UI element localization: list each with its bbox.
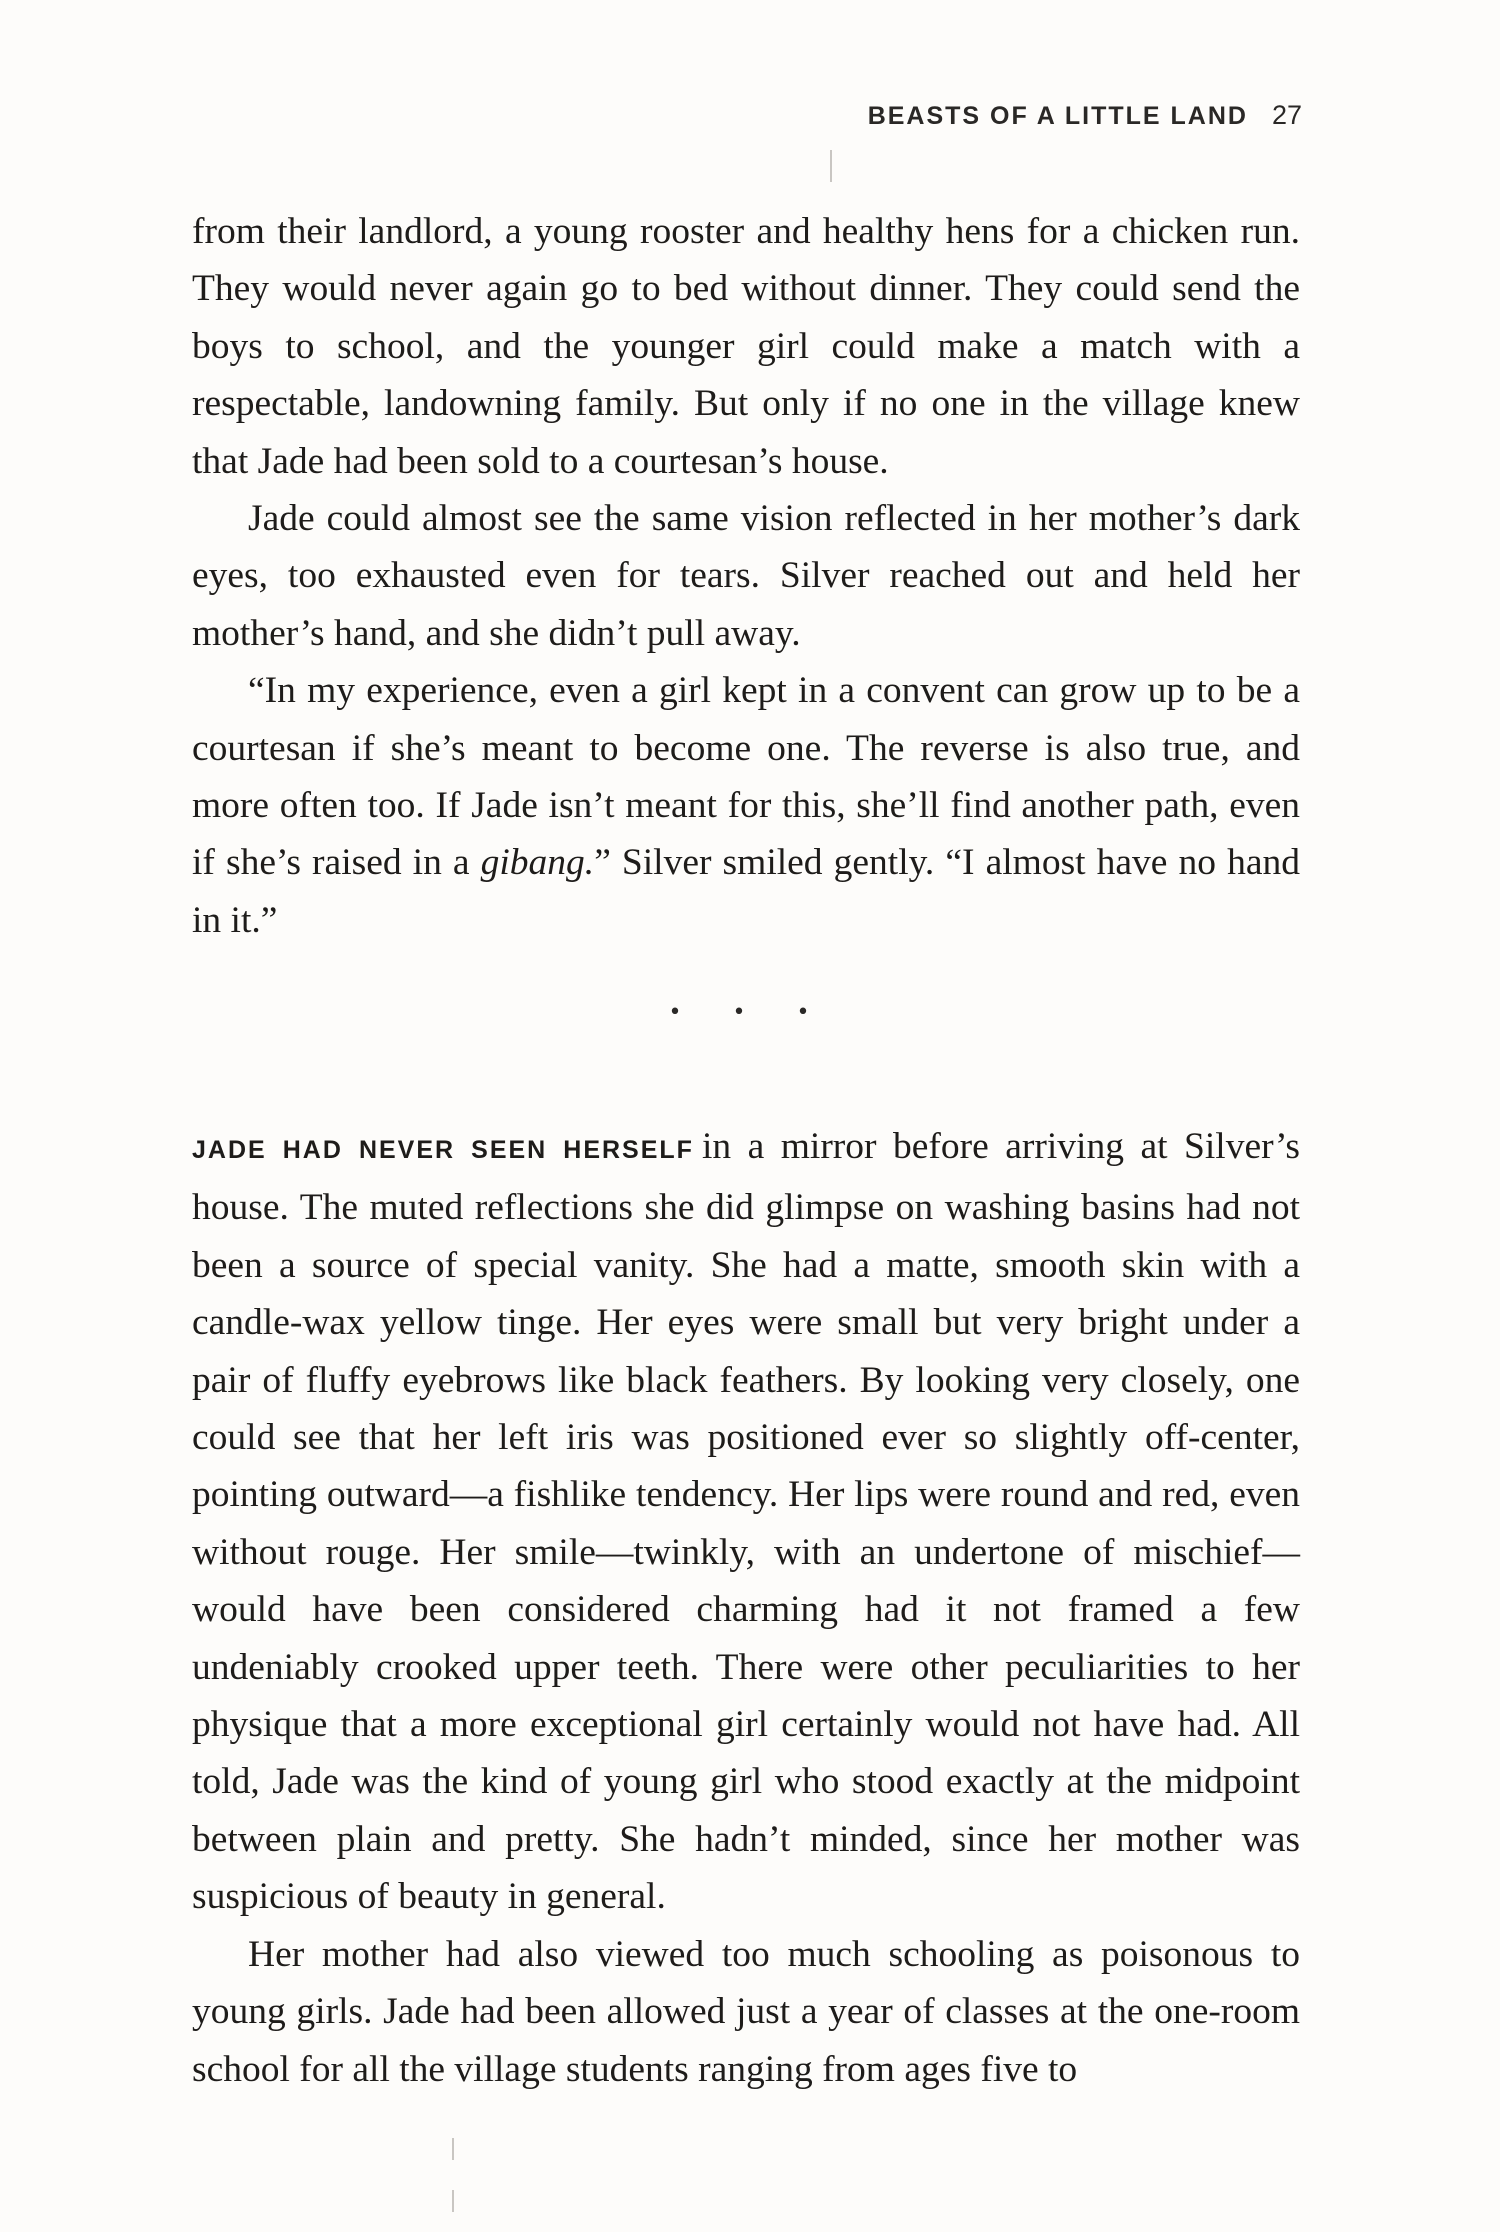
running-title: BEASTS OF A LITTLE LAND	[867, 102, 1248, 130]
paragraph-opening-text: in a mirror before arriving at Silver’s house. The muted reflections she did glimpse on washing basins had not been a source of special vanity. She had a matte, smooth skin with a candle-wax yellow tinge. Her eyes were small but very bright under a pair of fluffy eyebrows like black feathers. By looking very closely, one could see that her left iris was positioned ever so slightly off-center, pointing outward—a fishlike tendency. Her lips were round and red, even without rouge. Her smile—twinkly, with an undertone of mischief—would have been considered charming had it not framed a few undeniably crooked upper teeth. There were other peculiarities to her physique that a more exceptional girl certainly would not have had. All told, Jade was the kind of young girl who stood exactly at the midpoint between plain and pretty. She hadn’t minded, since her mother was suspicious of beauty in general.	[192, 1126, 1300, 1918]
paragraph-continued: from their landlord, a young rooster and healthy hens for a chicken run. They would never again go to bed without dinner. They could send the boys to school, and the younger girl could make a match with a respectable, landowning family. But only if no one in the village knew that Jade had been sold to a courtesan’s house.	[192, 211, 1300, 482]
scan-artifact-mark	[830, 150, 832, 182]
dialogue-text-end: ” Silver smiled gently. “I almost have no hand in it.”	[192, 842, 1300, 941]
paragraph: Jade could almost see the same vision reflected in her mother’s dark eyes, too exhausted even for tears. Silver reached out and held her mother’s hand, and she didn’t pull away.	[192, 498, 1300, 654]
dialogue-text: “In my experience, even a girl kept in a convent can grow up to be a courtesan if she’s meant to become one. The reverse is also true, and more often too. If Jade isn’t meant for this, she’ll find another path, even if she’s raised in a	[192, 670, 1300, 884]
section-break-ornament: • • •	[668, 1000, 832, 1025]
running-head	[868, 100, 1302, 131]
paragraph-opening	[192, 1118, 1300, 1926]
scan-artifact-mark	[452, 2190, 454, 2212]
body-text-section-two	[192, 1118, 1300, 2098]
page-number: 27	[1271, 100, 1302, 130]
lead-in-smallcaps: JADE HAD NEVER SEEN HERSELF	[192, 1136, 694, 1164]
body-text-section-one	[192, 203, 1300, 949]
paragraph-dialogue	[192, 662, 1300, 949]
scan-artifact-mark	[452, 2138, 454, 2160]
italic-word: gibang.	[480, 842, 595, 884]
paragraph: Her mother had also viewed too much schooling as poisonous to young girls. Jade had been allowed just a year of classes at the one-room school for all the village students ranging from ages five to	[192, 1933, 1300, 2090]
